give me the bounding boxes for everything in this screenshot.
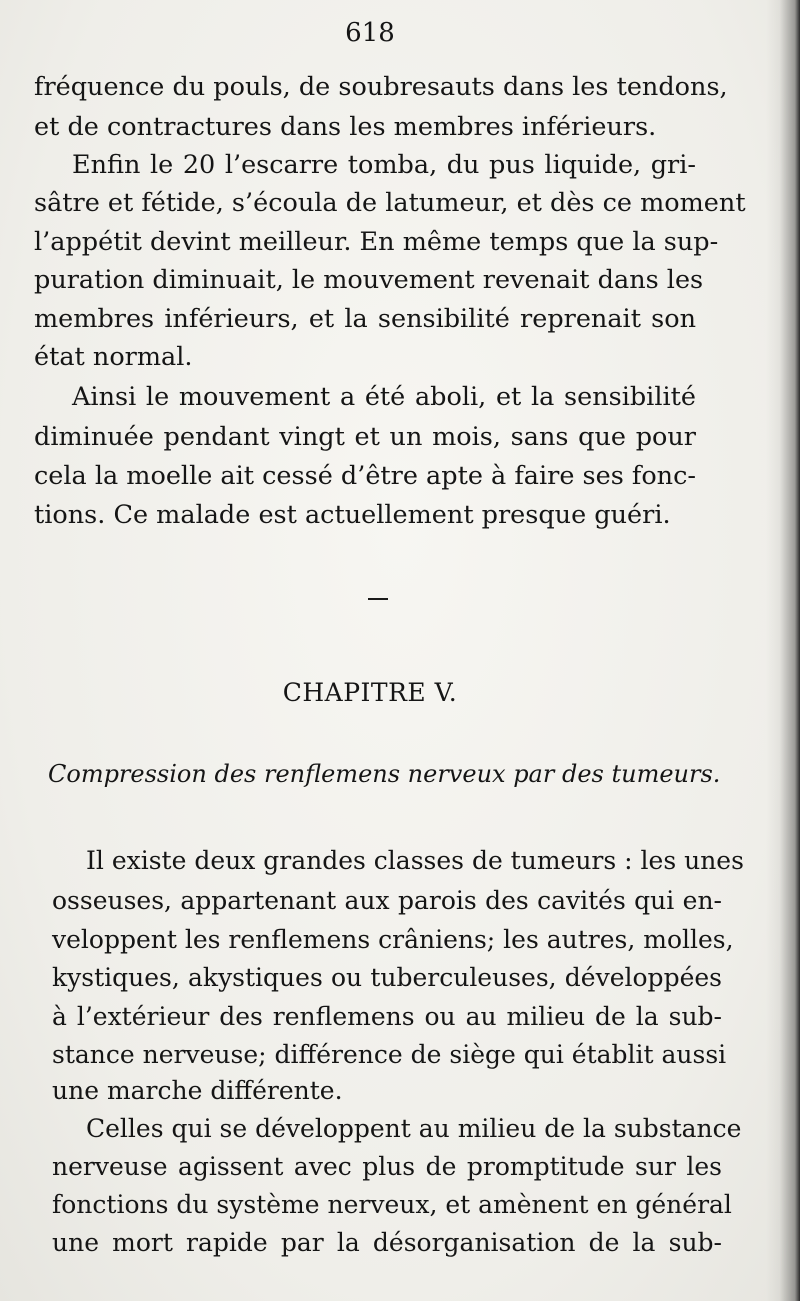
paragraph-2-line-4: puration diminuait, le mouvement revenait dans les	[34, 265, 704, 295]
paragraph-5-line-2: nerveuse agissent avec plus de promptitude sur les	[52, 1152, 722, 1181]
paragraph-5-line-3: fonctions du système nerveux, et amènent en général	[52, 1190, 732, 1219]
paragraph-2-line-3: l’appétit devint meilleur. En même temps que la sup-	[34, 227, 719, 257]
paragraph-4-line-2: osseuses, appartenant aux parois des cavités qui en-	[52, 886, 722, 915]
paragraph-4-line-4: kystiques, akystiques ou tuberculeuses, développées	[52, 963, 722, 992]
paragraph-3-line-3: cela la moelle ait cessé d’être apte à faire ses fonc-	[34, 461, 696, 491]
paragraph-3-line-1: Ainsi le mouvement a été aboli, et la sensibilité	[72, 382, 696, 412]
paragraph-2-line-1: Enfin le 20 l’escarre tomba, du pus liquide, gri-	[72, 150, 696, 180]
paragraph-5-line-4: une mort rapide par la désorganisation de la sub-	[52, 1228, 722, 1257]
paragraph-4-line-3: veloppent les renflemens crâniens; les autres, molles,	[52, 925, 734, 954]
paragraph-2-line-5: membres inférieurs, et la sensibilité reprenait son	[34, 304, 696, 334]
section-title: Compression des renflemens nerveux par des tumeurs.	[48, 760, 721, 788]
page-binding-shadow	[766, 0, 800, 1301]
paragraph-2-line-2: sâtre et fétide, s’écoula de latumeur, et dès ce moment	[34, 188, 746, 218]
paragraph-5-line-1: Celles qui se développent au milieu de la substance	[86, 1114, 742, 1143]
paragraph-1-line-1: fréquence du pouls, de soubresauts dans les tendons,	[34, 72, 728, 102]
paragraph-3-line-2: diminuée pendant vingt et un mois, sans que pour	[34, 422, 696, 452]
paragraph-4-line-7: une marche différente.	[52, 1076, 343, 1105]
paragraph-4-line-5: à l’extérieur des renflemens ou au milieu de la sub-	[52, 1002, 722, 1031]
paragraph-4-line-6: stance nerveuse; différence de siège qui établit aussi	[52, 1040, 727, 1069]
paragraph-2-line-6: état normal.	[34, 342, 193, 372]
paragraph-3-line-4: tions. Ce malade est actuellement presque guéri.	[34, 500, 671, 530]
chapter-title: CHAPITRE V.	[282, 678, 458, 707]
paragraph-1-line-2: et de contractures dans les membres inférieurs.	[34, 112, 657, 142]
page-number: 618	[345, 18, 395, 48]
section-separator	[368, 598, 388, 600]
paragraph-4-line-1: Il existe deux grandes classes de tumeurs : les unes	[86, 846, 744, 875]
